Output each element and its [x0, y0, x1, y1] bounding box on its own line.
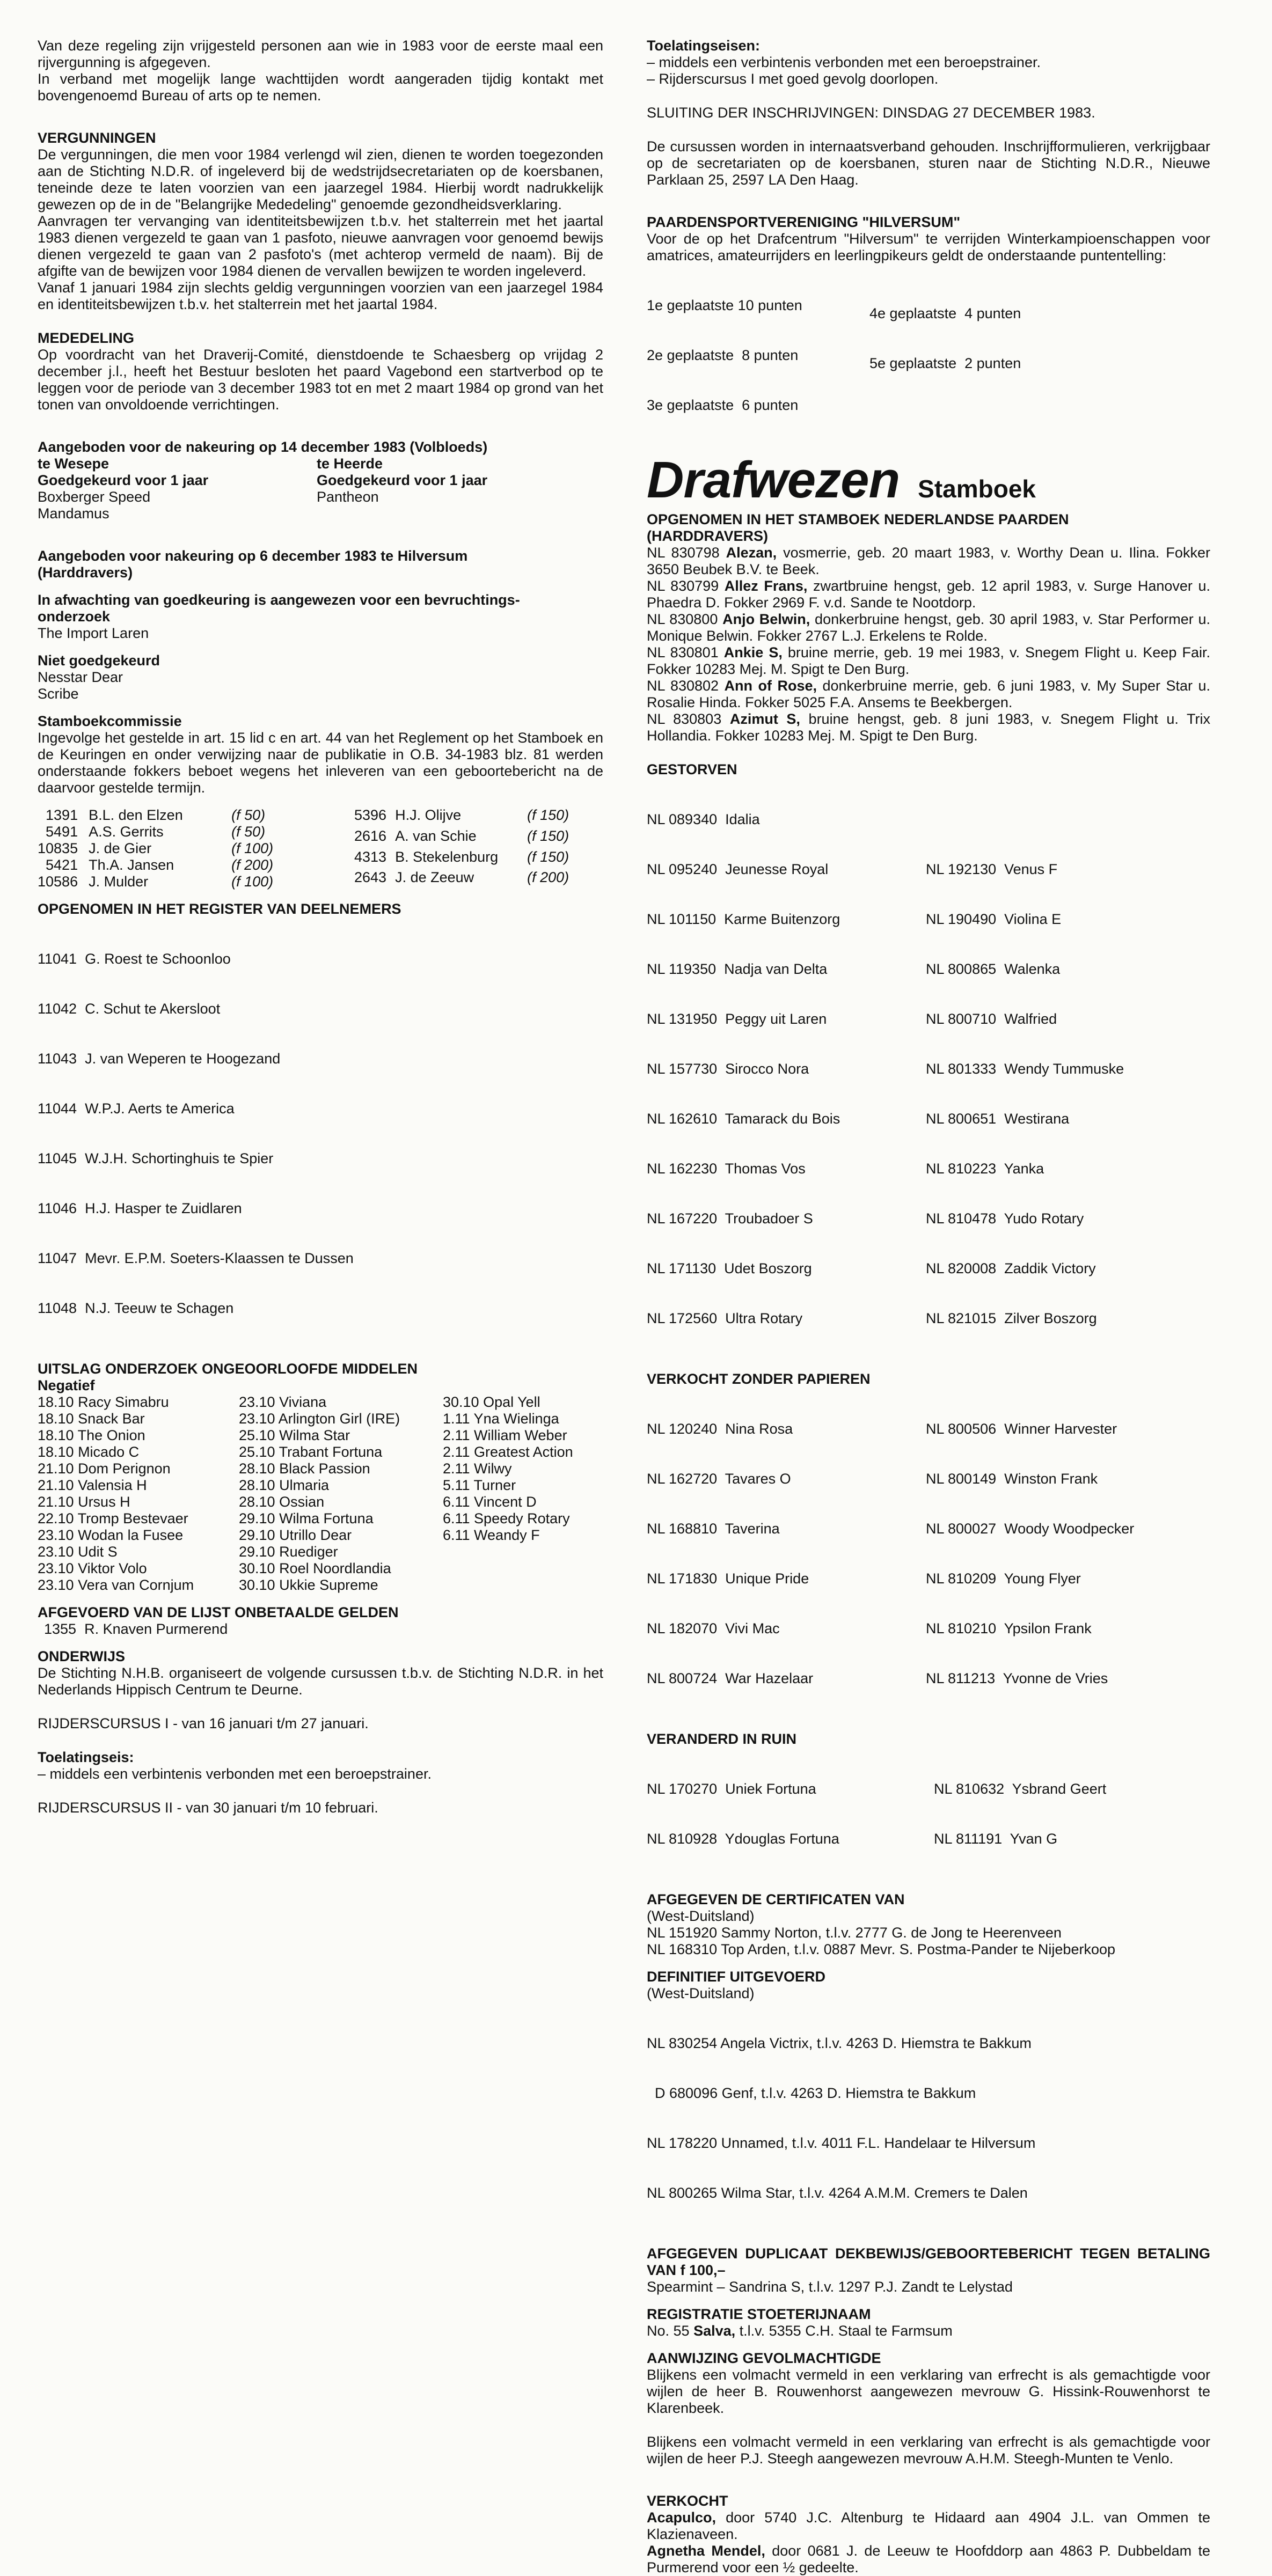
aanwijzing-heading: AANWIJZING GEVOLMACHTIGDE — [647, 2350, 881, 2366]
list-item: 1.11 Yna Wielinga — [443, 1411, 559, 1427]
list-item: NL 810478 Yudo Rotary — [926, 1210, 1084, 1227]
horse-name: Ann of Rose, — [724, 678, 817, 694]
entry-text: vosmerrie, geb. 20 maart 1983, v. Worthy Dean u. Ilina. Fokker 3650 Beubek B.V. te Beek. — [647, 545, 1210, 577]
list-item: NL 810928 Ydouglas Fortuna — [647, 1831, 839, 1847]
horse-name: Anjo Belwin, — [722, 611, 810, 627]
list-item: NL 800027 Woody Woodpecker — [926, 1521, 1135, 1537]
hilversum-text: Voor de op het Drafcentrum "Hilversum" te verrijden Winterkampioenschappen voor amatrices, amateurrijders en leerlingpikeurs geldt de onderstaande puntentelling: — [647, 231, 1210, 263]
ruin-list — [647, 1748, 1210, 1881]
hilversum-heading: PAARDENSPORTVERENIGING "HILVERSUM" — [647, 214, 961, 230]
fokker-name: B.L. den Elzen — [89, 807, 183, 823]
registratie-text: t.l.v. 5355 C.H. Staal te Farmsum — [735, 2323, 953, 2339]
horse-name: Acapulco, — [647, 2509, 717, 2526]
list-item: 23.10 Udit S — [38, 1544, 118, 1560]
definitief-subheading: (West-Duitsland) — [647, 1985, 755, 2001]
drafwezen-title: Drafwezen — [647, 451, 900, 509]
horse-name: Azimut S, — [729, 711, 800, 727]
list-item: NL 800865 Walenka — [926, 961, 1061, 977]
definitief-heading: DEFINITIEF UITGEVOERD — [647, 1969, 826, 1985]
stamboekcommissie-text: Ingevolge het gestelde in art. 15 lid c en art. 44 van het Reglement op het Stamboek en de Keuringen en onder verwijzing naar de publikatie in O.B. 34-1983 blz. 81 werden onderstaande fokkers beboet wegens het inleveren van een geboortebericht na de daarvoor gestelde termijn. — [38, 730, 603, 796]
register-heading: OPGENOMEN IN HET REGISTER VAN DEELNEMERS — [38, 901, 401, 917]
fokker-number: 10586 — [38, 874, 78, 890]
registratie-heading: REGISTRATIE STOETERIJNAAM — [647, 2306, 871, 2322]
list-item: NL 095240 Jeunesse Royal — [647, 861, 829, 877]
certificaten-subheading: (West-Duitsland) — [647, 1908, 755, 1924]
list-item: 11045 W.J.H. Schortinghuis te Spier — [38, 1150, 274, 1166]
verkocht-entry — [647, 2543, 1210, 2576]
fokker-name: A. van Schie — [395, 827, 477, 844]
horse-name: Ankie S, — [723, 644, 783, 660]
list-item: NL 168810 Taverina — [647, 1521, 780, 1537]
uitslag-heading: UITSLAG ONDERZOEK ONGEOORLOOFDE MIDDELEN — [38, 1361, 418, 1377]
table-row — [354, 807, 603, 828]
gestorven-heading: GESTORVEN — [647, 761, 737, 777]
fine-amount: (f 50) — [231, 807, 266, 823]
points-block — [647, 264, 1210, 447]
nakeuring1-block — [38, 456, 603, 522]
list-item: 28.10 Black Passion — [239, 1461, 370, 1477]
certificaten-heading: AFGEGEVEN DE CERTIFICATEN VAN — [647, 1891, 905, 1907]
list-item: 22.10 Tromp Bestevaer — [38, 1510, 188, 1526]
stud-name: Salva, — [693, 2323, 736, 2339]
entry-text: bruine merrie, geb. 19 mei 1983, v. Snegem Flight u. Keep Fair. Fokker 10283 Mej. M. Spigt te Den Burg. — [647, 644, 1210, 677]
fokker-name: J. Mulder — [89, 874, 149, 890]
fine-amount: (f 150) — [527, 848, 569, 865]
entry-text: door 0681 J. de Leeuw te Hoofddorp aan 4863 P. Dubbeldam te Purmerend voor een ½ gedeelte. — [647, 2543, 1210, 2575]
list-item: 18.10 Snack Bar — [38, 1411, 145, 1427]
list-item: NL 171130 Udet Boszorg — [647, 1260, 812, 1276]
aanwijzing-text-1: Blijkens een volmacht vermeld in een verklaring van erfrecht is als gemachtigde voor wijlen de heer B. Rouwenhorst aangewezen mevrouw G. Hissink-Rouwenhorst te Klarenbeek. — [647, 2367, 1210, 2416]
mededeling-text: Op voordracht van het Draverij-Comité, dienstdoende te Schaesberg op vrijdag 2 december j.l., heeft het Bestuur besloten het paard Vagebond een startverbod op te leggen voor de periode van 3 december 1983 tot en met 2 maart 1984 op grond van het tonen van onvoldoende verrichtingen. — [38, 347, 603, 413]
rijderscursus-1: RIJDERSCURSUS I - van 16 januari t/m 27 januari. — [38, 1715, 369, 1731]
list-item: NL 171830 Unique Pride — [647, 1570, 809, 1587]
fines-block — [38, 807, 603, 890]
list-item: 11047 Mevr. E.P.M. Soeters-Klaassen te Dussen — [38, 1250, 354, 1266]
registration-number: NL 830799 — [647, 578, 719, 594]
right-column — [647, 38, 1210, 2576]
list-item: NL 800506 Winner Harvester — [926, 1421, 1117, 1437]
stamboekcommissie-heading: Stamboekcommissie — [38, 713, 182, 729]
list-item: 29.10 Utrillo Dear — [239, 1527, 352, 1543]
list-item: NL 800710 Walfried — [926, 1011, 1057, 1027]
horse-name: Boxberger Speed — [38, 489, 151, 505]
toelatingseisen-item: – middels een verbintenis verbonden met een beroepstrainer. — [647, 54, 1041, 70]
stamboek-subheading: (HARDDRAVERS) — [647, 528, 768, 544]
vergunningen-heading: VERGUNNINGEN — [38, 130, 156, 146]
list-item: NL 167220 Troubadoer S — [647, 1210, 813, 1227]
list-item: NL 830254 Angela Victrix, t.l.v. 4263 D. Hiemstra te Bakkum — [647, 2035, 1032, 2051]
list-item: 2.11 William Weber — [443, 1427, 567, 1443]
list-item: D 680096 Genf, t.l.v. 4263 D. Hiemstra te Bakkum — [647, 2085, 976, 2101]
fokker-name: J. de Zeeuw — [395, 869, 474, 886]
registration-number: NL 830803 — [647, 711, 722, 727]
list-item: NL 810223 Yanka — [926, 1161, 1044, 1177]
horse-name: Nesstar Dear — [38, 669, 123, 685]
stamboek-entries — [647, 545, 1210, 744]
vergunningen-text-1: De vergunningen, die men voor 1984 verlengd wil zien, dienen te worden toegezonden aan de Stichting N.D.R. of ingeleverd bij de wedstrijdsecretariaten op de koersbanen, teneinde deze te laten voorzien van een jaarzegel 1984. Hierbij wordt nadrukkelijk gewezen op de in de "Belangrijke Mededeling" genoemde gezondheidsverklaring. — [38, 146, 603, 212]
verkocht-zonder-heading: VERKOCHT ZONDER PAPIEREN — [647, 1371, 871, 1387]
horse-name: The Import Laren — [38, 625, 149, 641]
horse-name: Scribe — [38, 686, 79, 702]
stamboek-entry — [647, 711, 1210, 744]
table-row — [38, 857, 354, 874]
fokker-number: 5421 — [46, 857, 78, 873]
list-item: 2.11 Greatest Action — [443, 1444, 573, 1460]
stamboek-heading: OPGENOMEN IN HET STAMBOEK NEDERLANDSE PAARDEN — [647, 511, 1069, 527]
list-item: NL 182070 Vivi Mac — [647, 1620, 780, 1636]
list-item: 28.10 Ulmaria — [239, 1477, 330, 1493]
stamboek-entry — [647, 545, 1210, 578]
entry-text: donkerbruine hengst, geb. 30 april 1983, v. Star Performer u. Monique Belwin. Fokker 2767 L.J. Erkelens te Rolde. — [647, 611, 1210, 644]
list-item: NL 810632 Ysbrand Geert — [934, 1781, 1107, 1797]
list-item: 30.10 Ukkie Supreme — [239, 1577, 378, 1593]
toelatingseis-item: – middels een verbintenis verbonden met een beroepstrainer. — [38, 1766, 432, 1782]
list-item: NL 800724 War Hazelaar — [647, 1670, 814, 1686]
entry-text: donkerbruine merrie, geb. 6 juni 1983, v. My Super Star u. Rosalie Hinda. Fokker 5025 F.A. Ansems te Beekbergen. — [647, 678, 1210, 710]
duplicaat-heading: AFGEGEVEN DUPLICAAT DEKBEWIJS/GEBOORTEBERICHT TEGEN BETALING VAN f 100,– — [647, 2245, 1210, 2278]
list-item: NL 811213 Yvonne de Vries — [926, 1670, 1108, 1686]
list-item: NL 810210 Ypsilon Frank — [926, 1620, 1092, 1636]
list-item: 23.10 Wodan la Fusee — [38, 1527, 184, 1543]
list-item: NL 120240 Nina Rosa — [647, 1421, 793, 1437]
table-row — [354, 828, 603, 849]
list-item: NL 162610 Tamarack du Bois — [647, 1111, 840, 1127]
list-item: NL 157730 Sirocco Nora — [647, 1061, 809, 1077]
gestorven-list — [647, 778, 1210, 1360]
fine-amount: (f 200) — [527, 869, 569, 886]
definitief-list — [647, 2002, 1210, 2235]
list-item: NL 800265 Wilma Star, t.l.v. 4264 A.M.M. Cremers te Dalen — [647, 2185, 1028, 2201]
registration-number: NL 830802 — [647, 678, 719, 694]
list-item: 2.11 Wilwy — [443, 1461, 512, 1477]
list-item: NL 089340 Idalia — [647, 811, 760, 827]
nakeuring1-approved-left: Goedgekeurd voor 1 jaar — [38, 472, 209, 488]
list-item: NL 101150 Karme Buitenzorg — [647, 911, 840, 927]
nakeuring2-heading: Aangeboden voor nakeuring op 6 december 1983 te Hilversum — [38, 548, 468, 564]
list-item: 11043 J. van Weperen te Hoogezand — [38, 1051, 281, 1067]
entry-text: door 5740 J.C. Altenburg te Hidaard aan 4904 J.L. van Ommen te Klazienaveen. — [647, 2509, 1210, 2542]
fine-amount: (f 100) — [231, 840, 274, 856]
list-item: 21.10 Dom Perignon — [38, 1461, 171, 1477]
afgevoerd-item: 1355 R. Knaven Purmerend — [44, 1621, 228, 1637]
list-item: 6.11 Vincent D — [443, 1494, 537, 1510]
list-item: 30.10 Opal Yell — [443, 1394, 540, 1410]
nakeuring1-heading: Aangeboden voor de nakeuring op 14 december 1983 (Volbloeds) — [38, 439, 488, 455]
registratie-number: No. 55 — [647, 2323, 694, 2339]
points-item: 5e geplaatste 2 punten — [869, 355, 1021, 371]
points-item: 4e geplaatste 4 punten — [869, 305, 1021, 321]
fokker-number: 2643 — [354, 869, 387, 886]
fokker-number: 2616 — [354, 827, 387, 844]
list-item: NL 119350 Nadja van Delta — [647, 961, 828, 977]
list-item: 21.10 Valensia H — [38, 1477, 147, 1493]
ruin-heading: VERANDERD IN RUIN — [647, 1731, 797, 1747]
list-item: 29.10 Wilma Fortuna — [239, 1510, 374, 1526]
fokker-name: Th.A. Jansen — [89, 857, 174, 873]
intro-text-2: In verband met mogelijk lange wachttijden wordt aangeraden tijdig kontakt met bovengenoemd Bureau of arts op te nemen. — [38, 71, 603, 104]
fokker-name: J. de Gier — [89, 840, 152, 856]
list-item: NL 162720 Tavares O — [647, 1471, 791, 1487]
list-item: NL 821015 Zilver Boszorg — [926, 1310, 1097, 1326]
onderwijs-heading: ONDERWIJS — [38, 1648, 126, 1664]
vergunningen-text-3: Vanaf 1 januari 1984 zijn slechts geldig vergunningen voorzien van een jaarzegel 1984 en identiteitsbewijzen t.b.v. het stalterrein met het jaartal 1984. — [38, 280, 603, 312]
list-item: 18.10 Racy Simabru — [38, 1394, 169, 1410]
niet-goedgekeurd-heading: Niet goedgekeurd — [38, 652, 160, 669]
list-spacer — [926, 811, 1210, 828]
table-row — [354, 869, 603, 890]
nakeuring1-place-left: te Wesepe — [38, 456, 109, 472]
uitslag-list — [38, 1394, 603, 1594]
intro-text-1: Van deze regeling zijn vrijgesteld personen aan wie in 1983 voor de eerste maal een rijvergunning is afgegeven. — [38, 38, 603, 70]
list-item: 23.10 Arlington Girl (IRE) — [239, 1411, 400, 1427]
onderwijs-text: De Stichting N.H.B. organiseert de volgende cursussen t.b.v. de Stichting N.D.R. in het Nederlands Hippisch Centrum te Deurne. — [38, 1665, 603, 1698]
list-item: NL 162230 Thomas Vos — [647, 1161, 806, 1177]
fine-amount: (f 50) — [231, 824, 266, 840]
list-item: NL 811191 Yvan G — [934, 1831, 1058, 1847]
left-column — [38, 38, 603, 1816]
points-item: 3e geplaatste 6 punten — [647, 397, 799, 413]
list-item: 23.10 Vera van Cornjum — [38, 1577, 194, 1593]
stamboek-entry — [647, 678, 1210, 711]
nakeuring1-approved-right: Goedgekeurd voor 1 jaar — [317, 472, 488, 488]
fokker-number: 5491 — [46, 824, 78, 840]
list-item: 21.10 Ursus H — [38, 1494, 130, 1510]
list-item: 25.10 Wilma Star — [239, 1427, 350, 1443]
fine-amount: (f 100) — [231, 874, 274, 890]
horse-name: Allez Frans, — [724, 578, 808, 594]
stamboek-entry — [647, 578, 1210, 611]
afwachting-heading-1: In afwachting van goedkeuring is aangewezen voor een bevruchtings- — [38, 592, 520, 608]
list-item: NL 820008 Zaddik Victory — [926, 1260, 1096, 1276]
fokker-name: B. Stekelenburg — [395, 848, 499, 865]
fokker-number: 4313 — [354, 848, 387, 865]
nakeuring1-place-right: te Heerde — [317, 456, 383, 472]
list-item: 25.10 Trabant Fortuna — [239, 1444, 383, 1460]
toelatingseisen-item: – Rijderscursus I met goed gevolg doorlopen. — [647, 71, 939, 87]
points-item: 2e geplaatste 8 punten — [647, 347, 799, 363]
list-item: NL 190490 Violina E — [926, 911, 1062, 927]
fines-table-right — [354, 807, 603, 890]
fine-amount: (f 150) — [527, 827, 569, 844]
vergunningen-text-2: Aanvragen ter vervanging van identiteitsbewijzen t.b.v. het stalterrein met het jaartal 1983 dienen vergezeld te gaan van 1 pasfoto, nieuwe aanvragen voor genoemd bewijs dienen vergezeld te gaan van 2 pasfoto's (met achterop vermeld de naam). Bij de afgifte van de bewijzen voor 1984 dienen de vervallen bewijzen te worden ingeleverd. — [38, 213, 603, 279]
list-item: 11042 C. Schut te Akersloot — [38, 1001, 221, 1017]
verkocht-heading: VERKOCHT — [647, 2493, 728, 2509]
toelatingseis-heading: Toelatingseis: — [38, 1749, 134, 1765]
nakeuring2-subheading: (Harddravers) — [38, 564, 133, 581]
fine-amount: (f 150) — [527, 807, 569, 823]
list-item: NL 800149 Winston Frank — [926, 1471, 1098, 1487]
entry-text: bruine hengst, geb. 8 juni 1983, v. Snegem Flight u. Trix Hollandia. Fokker 10283 Mej. M. Spigt te Den Burg. — [647, 711, 1210, 744]
rijderscursus-2: RIJDERSCURSUS II - van 30 januari t/m 10 februari. — [38, 1800, 378, 1816]
register-list — [38, 918, 603, 1350]
points-item: 1e geplaatste 10 punten — [647, 297, 802, 313]
list-item: 29.10 Ruediger — [239, 1544, 338, 1560]
aanwijzing-text-2: Blijkens een volmacht vermeld in een verklaring van erfrecht is als gemachtigde voor wijlen de heer P.J. Steegh aangewezen mevrouw A.H.M. Steegh-Munten te Venlo. — [647, 2434, 1210, 2467]
list-item: 11041 G. Roest te Schoonloo — [38, 951, 231, 967]
list-item: 18.10 The Onion — [38, 1427, 145, 1443]
fokker-number: 10835 — [38, 840, 78, 856]
table-row — [38, 824, 354, 840]
list-item: 28.10 Ossian — [239, 1494, 325, 1510]
horse-name: Alezan, — [726, 545, 777, 561]
horse-name: Pantheon — [317, 489, 379, 505]
duplicaat-item: Spearmint – Sandrina S, t.l.v. 1297 P.J. Zandt te Lelystad — [647, 2279, 1013, 2295]
afwachting-heading-2: onderzoek — [38, 608, 111, 625]
stamboek-entry — [647, 611, 1210, 644]
fokker-name: A.S. Gerrits — [89, 824, 164, 840]
table-row — [38, 807, 354, 824]
registration-number: NL 830798 — [647, 545, 720, 561]
list-item: NL 151920 Sammy Norton, t.l.v. 2777 G. de Jong te Heerenveen — [647, 1925, 1062, 1941]
fokker-number: 1391 — [46, 807, 78, 823]
list-item: NL 810209 Young Flyer — [926, 1570, 1081, 1587]
list-item: 11046 H.J. Hasper te Zuidlaren — [38, 1200, 242, 1216]
fokker-name: H.J. Olijve — [395, 807, 462, 823]
list-item: NL 801333 Wendy Tummuske — [926, 1061, 1124, 1077]
list-item: 18.10 Micado C — [38, 1444, 140, 1460]
fokker-number: 5396 — [354, 807, 387, 823]
list-item: NL 178220 Unnamed, t.l.v. 4011 F.L. Handelaar te Hilversum — [647, 2135, 1036, 2151]
registration-number: NL 830800 — [647, 611, 718, 627]
afgevoerd-heading: AFGEVOERD VAN DE LIJST ONBETAALDE GELDEN — [38, 1604, 399, 1620]
list-item: NL 172560 Ultra Rotary — [647, 1310, 803, 1326]
list-item: NL 131950 Peggy uit Laren — [647, 1011, 827, 1027]
stamboek-subtitle: Stamboek — [918, 475, 1036, 503]
fines-table-left — [38, 807, 354, 890]
entry-text: zwartbruine hengst, geb. 12 april 1983, v. Surge Hanover u. Phaedra D. Fokker 2969 F. v.d. Sande te Nootdorp. — [647, 578, 1210, 611]
sluiting-text: SLUITING DER INSCHRIJVINGEN: DINSDAG 27 DECEMBER 1983. — [647, 105, 1095, 121]
horse-name: Agnetha Mendel, — [647, 2543, 765, 2559]
list-item: 11048 N.J. Teeuw te Schagen — [38, 1300, 234, 1316]
list-item: 30.10 Roel Noordlandia — [239, 1560, 391, 1576]
registratie-item — [647, 2323, 1210, 2339]
list-item: 11044 W.P.J. Aerts te America — [38, 1100, 235, 1117]
list-item: 23.10 Viktor Volo — [38, 1560, 147, 1576]
list-item: NL 192130 Venus F — [926, 861, 1058, 877]
table-row — [38, 840, 354, 857]
list-item: NL 170270 Uniek Fortuna — [647, 1781, 816, 1797]
list-item: 23.10 Viviana — [239, 1394, 327, 1410]
stamboek-entry — [647, 644, 1210, 678]
verkocht-zonder-list — [647, 1388, 1210, 1720]
horse-name: Mandamus — [38, 505, 109, 522]
mededeling-heading: MEDEDELING — [38, 330, 135, 346]
table-row — [354, 849, 603, 870]
table-row — [38, 874, 354, 890]
list-item: NL 800651 Westirana — [926, 1111, 1070, 1127]
list-item: 6.11 Weandy F — [443, 1527, 540, 1543]
uitslag-subheading: Negatief — [38, 1377, 95, 1393]
list-item: 5.11 Turner — [443, 1477, 516, 1493]
fine-amount: (f 200) — [231, 857, 274, 873]
section-title — [647, 452, 1210, 508]
registration-number: NL 830801 — [647, 644, 719, 660]
toelatingseisen-heading: Toelatingseisen: — [647, 38, 761, 54]
list-item: NL 168310 Top Arden, t.l.v. 0887 Mevr. S. Postma-Pander te Nijeberkoop — [647, 1941, 1116, 1957]
cursussen-text: De cursussen worden in internaatsverband gehouden. Inschrijfformulieren, verkrijgbaar op de secretariaten op de koersbanen, sturen naar de Stichting N.D.R., Nieuwe Parklaan 25, 2597 LA Den Haag. — [647, 138, 1210, 188]
list-item: 6.11 Speedy Rotary — [443, 1510, 570, 1526]
verkocht-entry — [647, 2509, 1210, 2543]
